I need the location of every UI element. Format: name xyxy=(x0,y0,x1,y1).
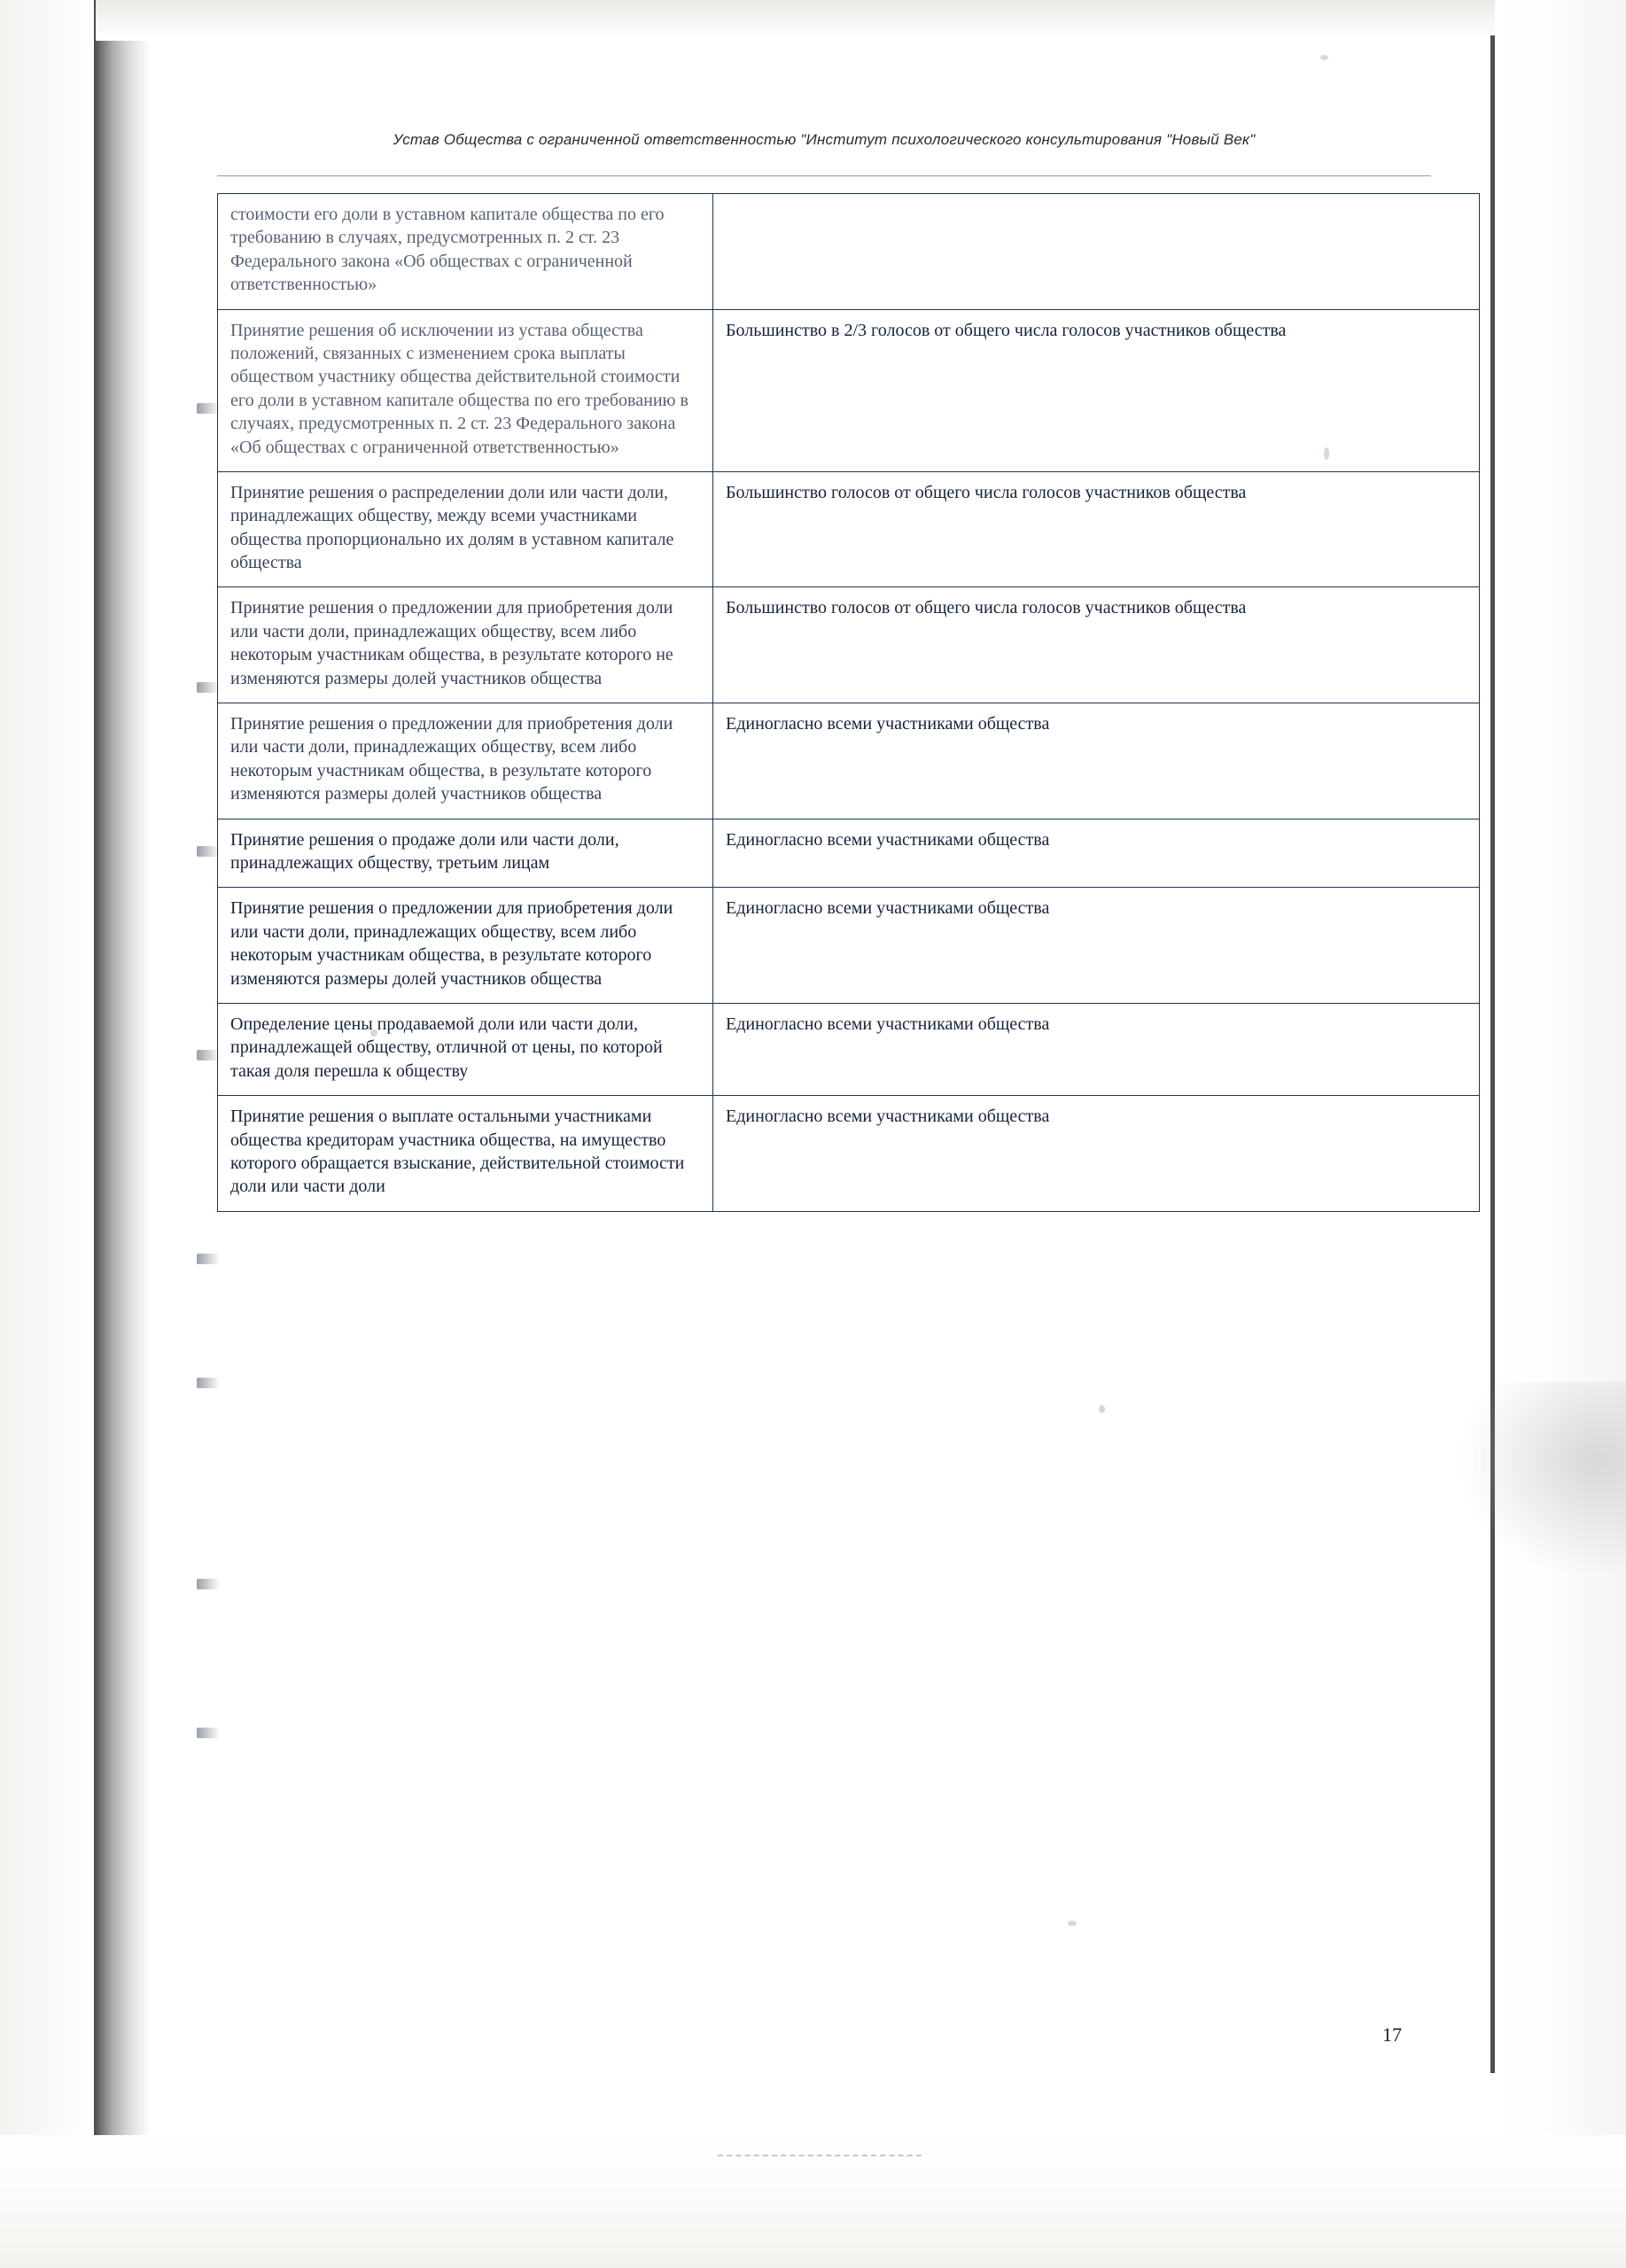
row-decision-text: Принятие решения о предложении для приобретения доли или части доли, принадлежащих обществу, всем либо некоторым участникам общества, в результате которого изменяются размеры долей участников общества xyxy=(218,888,713,1004)
scan-dashed-artefact xyxy=(718,2155,922,2156)
row-marker xyxy=(197,1378,220,1388)
scan-right-margin xyxy=(1495,0,1626,2268)
row-majority-text: Единогласно всеми участниками общества xyxy=(713,703,1480,819)
scan-speck xyxy=(1068,1921,1077,1926)
table-row xyxy=(218,819,1480,888)
scan-top-edge xyxy=(96,0,1626,41)
row-majority-text: Большинство голосов от общего числа голосов участников общества xyxy=(713,471,1480,587)
row-majority-text: Единогласно всеми участниками общества xyxy=(713,1096,1480,1212)
row-decision-text: Принятие решения об исключении из устава общества положений, связанных с изменением срока выплаты обществом участнику общества действительной стоимости его доли в уставном капитале общества по его требованию в случаях, предусмотренных п. 2 ст. 23 Федерального закона «Об обществах с ограниченной ответственностью» xyxy=(218,309,713,471)
page-number: 17 xyxy=(1382,2023,1402,2046)
scan-binding-shadow xyxy=(94,0,149,2268)
row-decision-text: Принятие решения о предложении для приобретения доли или части доли, принадлежащих обществу, всем либо некоторым участникам общества, в результате которого изменяются размеры долей участников общества xyxy=(218,703,713,819)
page-header-title: Устав Общества с ограниченной ответственностью "Институт психологического консультирования "Новый Век" xyxy=(393,131,1256,148)
row-decision-text: Принятие решения о предложении для приобретения доли или части доли, принадлежащих обществу, всем либо некоторым участникам общества, в результате которого не изменяются размеры долей участников общества xyxy=(218,587,713,703)
table-row xyxy=(218,1003,1480,1095)
decisions-table xyxy=(217,193,1480,1212)
row-majority-text: Единогласно всеми участниками общества xyxy=(713,888,1480,1004)
decisions-table-body xyxy=(218,194,1480,1212)
table-row xyxy=(218,587,1480,703)
row-marker xyxy=(197,1728,220,1738)
row-majority-text: Большинство в 2/3 голосов от общего числа голосов участников общества xyxy=(713,309,1480,471)
row-marker xyxy=(197,1579,220,1589)
decisions-table-container xyxy=(217,193,1431,1212)
row-decision-text: Принятие решения о выплате остальными участниками общества кредиторам участника общества, на имущество которого обращается взыскание, действительной стоимости доли или части доли xyxy=(218,1096,713,1212)
table-row xyxy=(218,471,1480,587)
table-row xyxy=(218,1096,1480,1212)
table-row xyxy=(218,703,1480,819)
header-divider xyxy=(217,175,1431,176)
row-marker xyxy=(197,1254,220,1264)
row-majority-text: Единогласно всеми участниками общества xyxy=(713,1003,1480,1095)
table-row xyxy=(218,888,1480,1004)
row-decision-text: стоимости его доли в уставном капитале общества по его требованию в случаях, предусмотренных п. 2 ст. 23 Федерального закона «Об обществах с ограниченной ответственностью» xyxy=(218,194,713,310)
row-decision-text: Определение цены продаваемой доли или части доли, принадлежащей обществу, отличной от цены, по которой такая доля перешла к обществу xyxy=(218,1003,713,1095)
scan-speck xyxy=(1320,55,1328,60)
row-majority-text xyxy=(713,194,1480,310)
row-decision-text: Принятие решения о продаже доли или части доли, принадлежащих обществу, третьим лицам xyxy=(218,819,713,888)
row-decision-text: Принятие решения о распределении доли или части доли, принадлежащих обществу, между всеми участниками общества пропорционально их долям в уставном капитале общества xyxy=(218,471,713,587)
table-row xyxy=(218,309,1480,471)
scan-speck xyxy=(1099,1405,1105,1413)
table-row xyxy=(218,194,1480,310)
row-majority-text: Единогласно всеми участниками общества xyxy=(713,819,1480,888)
row-majority-text: Большинство голосов от общего числа голосов участников общества xyxy=(713,587,1480,703)
scan-smudge xyxy=(1458,1382,1626,1577)
scan-left-margin xyxy=(0,0,96,2268)
